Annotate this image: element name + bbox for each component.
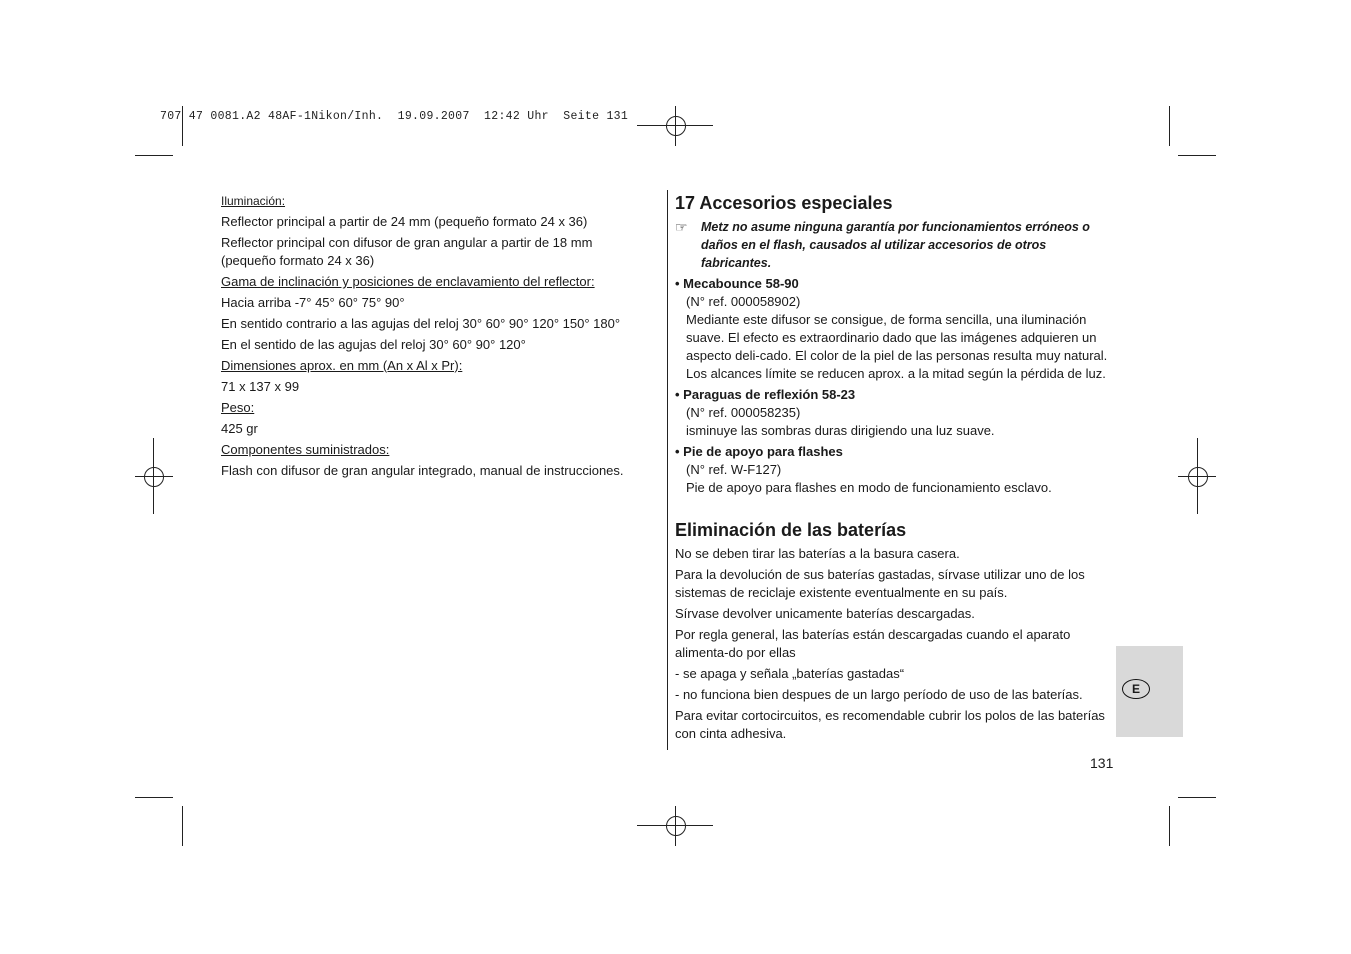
page-number: 131 <box>1090 755 1114 771</box>
paragraph: Para evitar cortocircuitos, es recomendable cubrir los polos de las baterías con cinta adhesiva. <box>675 708 1105 741</box>
paragraph: - no funciona bien despues de un largo período de uso de las baterías. <box>675 687 1083 702</box>
dimensiones-value: 71 x 137 x 99 <box>221 379 300 394</box>
accessory-name: • Mecabounce 58-90 <box>675 276 799 291</box>
gama-line: Hacia arriba -7° 45° 60° 75° 90° <box>221 295 405 310</box>
registration-circle <box>666 816 686 836</box>
gama-line: En el sentido de las agujas del reloj 30° 60° 90° 120° <box>221 337 526 352</box>
accessory-ref: (N° ref. W-F127) <box>686 462 782 477</box>
gama-heading: Gama de inclinación y posiciones de enclavamiento del reflector: <box>221 274 595 289</box>
iluminacion-line: Reflector principal a partir de 24 mm (pequeño formato 24 x 36) <box>221 214 588 229</box>
paragraph: Para la devolución de sus baterías gastadas, sírvase utilizar uno de los sistemas de reciclaje existente eventualmente en su país. <box>675 567 1085 600</box>
left-column <box>221 192 646 480</box>
accessory-desc: Mediante este difusor se consigue, de forma sencilla, una iluminación suave. El efecto es extraordinario dado que las imágenes adquieren un aspecto deli-cado. El color de la piel de las personas resulta muy natural. Los alcances límite se reducen aprox. a la mitad según la pérdida de luz. <box>686 312 1108 381</box>
paragraph: Sírvase devolver unicamente baterías descargadas. <box>675 606 975 621</box>
crop-mark <box>135 797 173 798</box>
registration-circle <box>1188 467 1208 487</box>
paragraph: No se deben tirar las baterías a la basura casera. <box>675 546 960 561</box>
peso-value: 425 gr <box>221 421 258 436</box>
column-divider <box>667 190 668 750</box>
paragraph: - se apaga y señala „baterías gastadas“ <box>675 666 905 681</box>
accessory-desc: Pie de apoyo para flashes en modo de funcionamiento esclavo. <box>686 480 1052 495</box>
pointing-hand-icon: ☞ <box>675 219 688 235</box>
paragraph: Por regla general, las baterías están descargadas cuando el aparato alimenta-do por ellas <box>675 627 1071 660</box>
accessory-desc: isminuye las sombras duras dirigiendo una luz suave. <box>686 423 995 438</box>
crop-mark <box>1169 806 1170 846</box>
iluminacion-line: Reflector principal con difusor de gran angular a partir de 18 mm (pequeño formato 24 x 36) <box>221 235 593 268</box>
gama-line: En sentido contrario a las agujas del reloj 30° 60° 90° 120° 150° 180° <box>221 316 621 331</box>
crop-mark <box>1178 797 1216 798</box>
print-slug: 707 47 0081.A2 48AF-1Nikon/Inh. 19.09.2007 12:42 Uhr Seite 131 <box>160 110 629 123</box>
crop-mark <box>1169 106 1170 146</box>
componentes-heading: Componentes suministrados: <box>221 442 390 457</box>
crop-mark <box>1178 155 1216 156</box>
section-title-accesorios: 17 Accesorios especiales <box>675 193 893 213</box>
section-title-eliminacion: Eliminación de las baterías <box>675 520 907 540</box>
warning-note <box>675 218 1115 272</box>
accessory-ref: (N° ref. 000058902) <box>686 294 801 309</box>
crop-mark <box>182 806 183 846</box>
language-tab-letter: E <box>1122 679 1150 699</box>
accessory-ref: (N° ref. 000058235) <box>686 405 801 420</box>
componentes-value: Flash con difusor de gran angular integrado, manual de instrucciones. <box>221 463 624 478</box>
registration-circle <box>144 467 164 487</box>
peso-heading: Peso: <box>221 400 255 415</box>
crop-mark <box>135 155 173 156</box>
right-column <box>675 192 1115 743</box>
accessory-name: • Pie de apoyo para flashes <box>675 444 843 459</box>
iluminacion-heading: Iluminación: <box>221 194 286 208</box>
accessory-name: • Paraguas de reflexión 58-23 <box>675 387 856 402</box>
warning-note-text: Metz no asume ninguna garantía por funcionamientos erróneos o daños en el flash, causados al utilizar accesorios de otros fabricantes. <box>701 220 1090 270</box>
registration-circle <box>666 116 686 136</box>
dimensiones-heading: Dimensiones aprox. en mm (An x Al x Pr): <box>221 358 463 373</box>
